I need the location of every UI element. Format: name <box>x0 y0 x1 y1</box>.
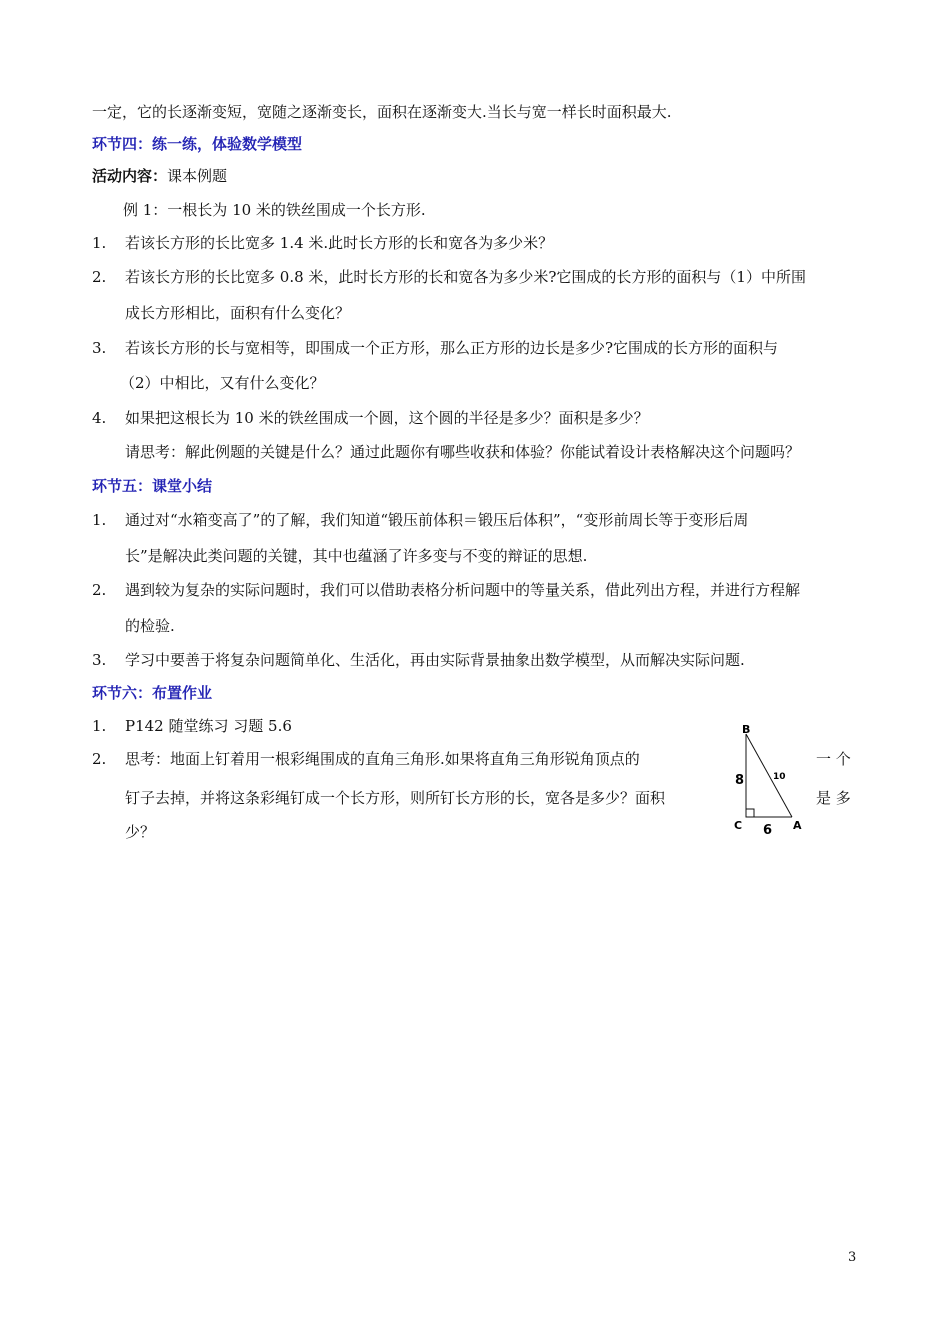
s4-item2-num: 2. <box>92 268 107 286</box>
right-triangle-figure <box>726 720 816 845</box>
example-line: 例 1：一根长为 10 米的铁丝围成一个长方形. <box>123 201 426 219</box>
s6-item2-line2: 钉子去掉，并将这条彩绳钉成一个长方形，则所钉长方形的长，宽各是多少？面积 <box>125 789 666 807</box>
s4-item1-text: 若该长方形的长比宽多 1.4 米.此时长方形的长和宽各为多少米？ <box>125 234 554 252</box>
s6-item2-num: 2. <box>92 750 107 768</box>
s6-item1-text: P142 随堂练习 习题 5.6 <box>125 717 292 735</box>
vertex-c-label: C <box>734 819 743 832</box>
s5-item1-text-cont: 长”是解决此类问题的关键，其中也蕴涵了许多变与不变的辩证的思想. <box>125 547 588 565</box>
s5-item1-num: 1. <box>92 511 107 529</box>
s6-item2-line1: 思考：地面上钉着用一根彩绳围成的直角三角形.如果将直角三角形锐角顶点的 <box>125 750 640 768</box>
s4-item4-text: 如果把这根长为 10 米的铁丝围成一个圆，这个圆的半径是多少？面积是多少？ <box>125 409 649 427</box>
s5-item2-num: 2. <box>92 581 107 599</box>
intro-line: 一定，它的长逐渐变短，宽随之逐渐变长，面积在逐渐变大.当长与宽一样长时面积最大. <box>92 103 672 121</box>
s4-item3-num: 3. <box>92 339 107 357</box>
s4-item3-text: 若该长方形的长与宽相等，即围成一个正方形，那么正方形的边长是多少?它围成的长方形的面积与 <box>125 339 779 357</box>
activity-text: 课本例题 <box>167 167 228 185</box>
s4-item1-num: 1. <box>92 234 107 252</box>
activity-label: 活动内容： <box>92 167 168 185</box>
section4-heading: 环节四：练一练，体验数学模型 <box>92 135 303 153</box>
section6-heading: 环节六：布置作业 <box>92 684 213 702</box>
s4-item4-num: 4. <box>92 409 107 427</box>
section5-heading: 环节五：课堂小结 <box>92 477 213 495</box>
s6-item1-num: 1. <box>92 717 107 735</box>
s6-item2-line1-tail: 一 个 <box>816 750 851 768</box>
s5-item1-text: 通过对“水箱变高了”的了解，我们知道“锻压前体积＝锻压后体积”，“变形前周长等于变形后周 <box>125 511 749 529</box>
right-angle-mark <box>746 809 754 817</box>
s4-item2-text: 若该长方形的长比宽多 0.8 米，此时长方形的长和宽各为多少米?它围成的长方形的面积与（1）中所围 <box>125 268 806 286</box>
side-ab-label: 10 <box>773 772 786 782</box>
s5-item3-num: 3. <box>92 651 107 669</box>
s4-item2-text-cont: 成长方形相比，面积有什么变化？ <box>125 304 351 322</box>
activity-line <box>92 166 227 186</box>
side-ca-label: 6 <box>763 823 773 838</box>
s6-item2-line2-tail: 是 多 <box>816 789 851 807</box>
s5-item2-text: 遇到较为复杂的实际问题时，我们可以借助表格分析问题中的等量关系，借此列出方程，并进行方程解 <box>125 581 801 599</box>
s6-item2-line3: 少？ <box>125 823 156 841</box>
s4-item3-text-cont: （2）中相比，又有什么变化？ <box>120 374 325 392</box>
side-bc-label: 8 <box>735 773 745 788</box>
page-number: 3 <box>848 1250 857 1265</box>
vertex-b-label: B <box>742 723 751 736</box>
s5-item2-text-cont: 的检验. <box>125 617 175 635</box>
vertex-a-label: A <box>793 819 802 832</box>
s5-item3-text: 学习中要善于将复杂问题简单化、生活化，再由实际背景抽象出数学模型，从而解决实际问题. <box>125 651 745 669</box>
think-line: 请思考：解此例题的关键是什么？通过此题你有哪些收获和体验？你能试着设计表格解决这个问题吗？ <box>125 443 801 461</box>
